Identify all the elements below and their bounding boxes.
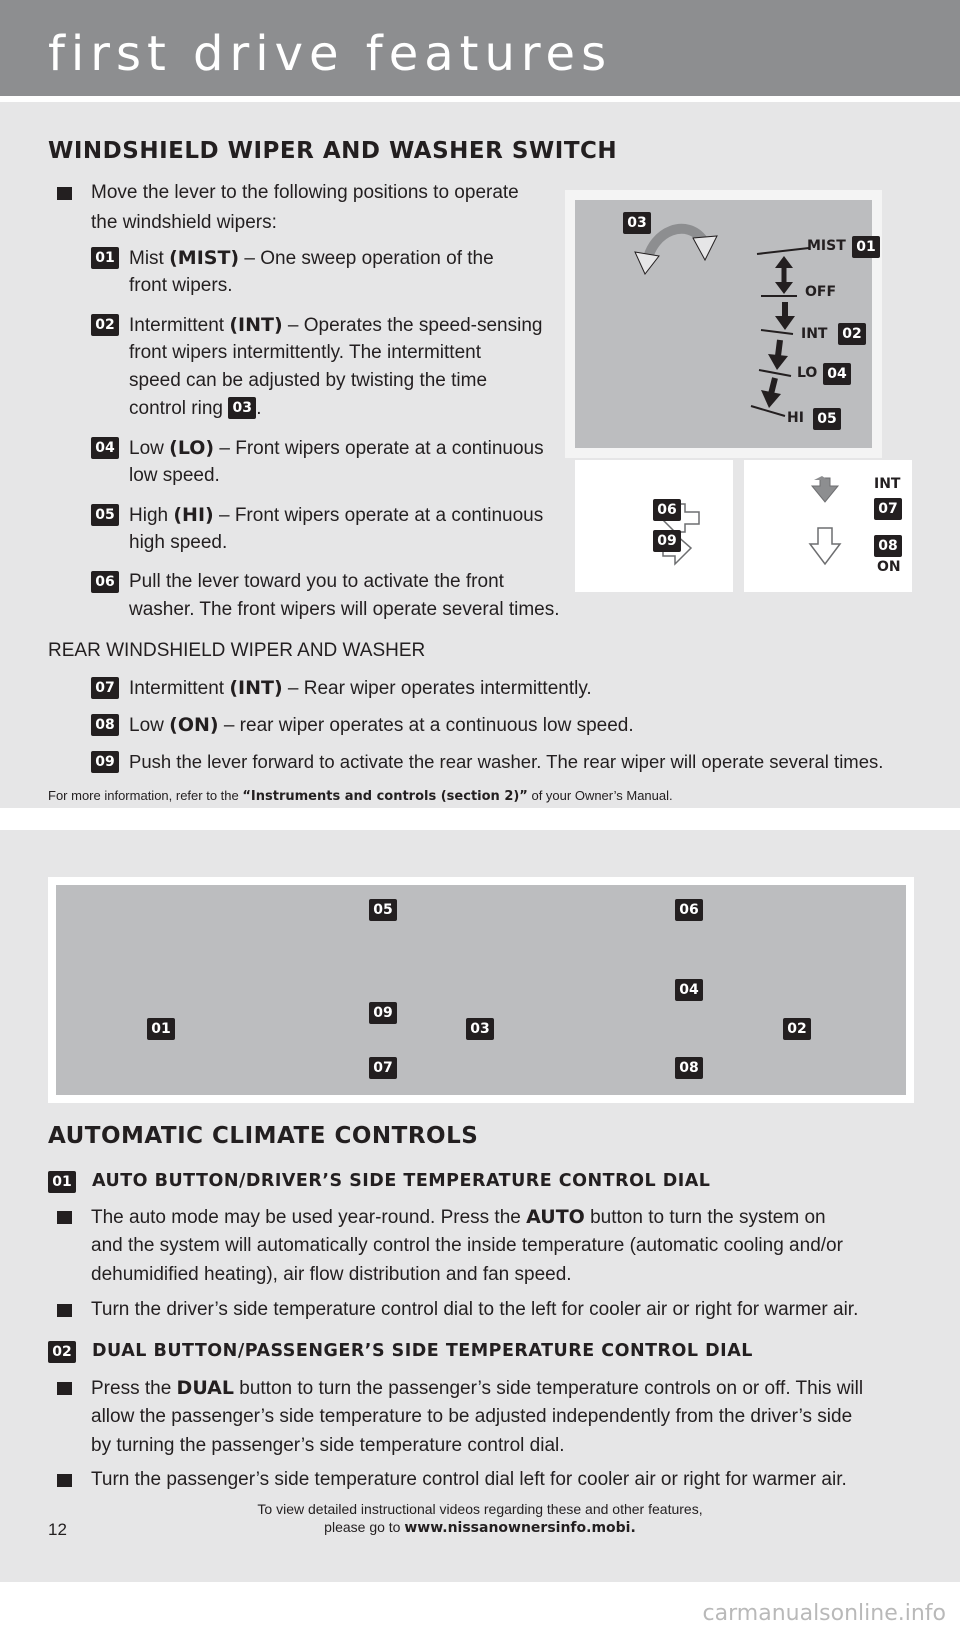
diagram-badge-04: 04 bbox=[823, 363, 851, 385]
label-hi: HI bbox=[787, 410, 804, 426]
item-06-line1: Pull the lever toward you to activate the front bbox=[129, 571, 504, 592]
climate-s1-b2: Turn the driver’s side temperature control dial to the left for cooler air or right for warmer air. bbox=[91, 1299, 859, 1320]
climate-s1-b1-l3: dehumidified heating), air flow distribution and fan speed. bbox=[91, 1264, 572, 1285]
rear-item-09: Push the lever forward to activate the rear washer. The rear wiper will operate several times. bbox=[129, 751, 884, 772]
dash-badge-09: 09 bbox=[369, 1002, 397, 1024]
item-04-line1: Low (LO) – Front wipers operate at a continuous bbox=[129, 437, 544, 459]
label-int: INT bbox=[801, 326, 828, 342]
diagram-badge-06: 06 bbox=[653, 499, 681, 521]
page-number: 12 bbox=[48, 1520, 67, 1539]
item-02-line4: control ring 03 . bbox=[129, 398, 262, 419]
badge-07: 07 bbox=[91, 677, 119, 699]
diagram-badge-03: 03 bbox=[623, 212, 651, 234]
washer-arrows-illustration bbox=[575, 460, 733, 592]
item-02-line2: front wipers intermittently. The intermittent bbox=[129, 342, 481, 363]
badge-06: 06 bbox=[91, 571, 119, 593]
label-mist: MIST bbox=[807, 238, 846, 254]
climate-s2-b1-l1: Press the DUAL button to turn the passenger’s side temperature controls on or off. This will bbox=[91, 1377, 864, 1399]
climate-s2-b1-l3: by turning the passenger’s side temperature control dial. bbox=[91, 1435, 565, 1456]
dash-badge-05: 05 bbox=[369, 899, 397, 921]
climate-badge-01: 01 bbox=[48, 1171, 76, 1193]
rear-item-08: Low (ON) – rear wiper operates at a continuous low speed. bbox=[129, 714, 634, 736]
bullet-icon bbox=[57, 1382, 72, 1395]
wiper-intro-2: the windshield wipers: bbox=[91, 212, 277, 233]
bullet-icon bbox=[57, 1211, 72, 1224]
reference-note: For more information, refer to the “Instruments and controls (section 2)” of your Owner’s Manual. bbox=[48, 788, 673, 804]
diagram-badge-02: 02 bbox=[838, 323, 866, 345]
watermark: carmanualsonline.info bbox=[702, 1601, 946, 1626]
dash-badge-01: 01 bbox=[147, 1018, 175, 1040]
climate-heading: AUTOMATIC CLIMATE CONTROLS bbox=[48, 1123, 479, 1149]
item-02-line1: Intermittent (INT) – Operates the speed-sensing bbox=[129, 314, 543, 336]
climate-sub-02-title: DUAL BUTTON/PASSENGER’S SIDE TEMPERATURE CONTROL DIAL bbox=[92, 1341, 753, 1361]
footer-link-line: please go to www.nissanownersinfo.mobi. bbox=[324, 1519, 636, 1536]
badge-09: 09 bbox=[91, 751, 119, 773]
bullet-icon bbox=[57, 1304, 72, 1317]
wiper-heading: WINDSHIELD WIPER AND WASHER SWITCH bbox=[48, 138, 618, 164]
page-header bbox=[0, 0, 960, 96]
item-05-line2: high speed. bbox=[129, 532, 228, 553]
climate-s2-b2: Turn the passenger’s side temperature control dial left for cooler air or right for warmer air. bbox=[91, 1469, 847, 1490]
wiper-intro-1: Move the lever to the following positions to operate bbox=[91, 182, 519, 203]
bullet-icon bbox=[57, 187, 72, 200]
badge-05: 05 bbox=[91, 504, 119, 526]
badge-02: 02 bbox=[91, 314, 119, 336]
rear-wiper-diagram bbox=[744, 460, 912, 592]
diagram-badge-07: 07 bbox=[874, 498, 902, 520]
label-lo: LO bbox=[797, 365, 818, 381]
wiper-lever-diagram bbox=[565, 190, 882, 458]
label-rear-int: INT bbox=[874, 476, 901, 492]
rear-item-07: Intermittent (INT) – Rear wiper operates intermittently. bbox=[129, 677, 592, 699]
climate-s1-b1-l2: and the system will automatically control the inside temperature (automatic cooling and/or bbox=[91, 1235, 843, 1256]
bullet-icon bbox=[57, 1474, 72, 1487]
badge-03-inline: 03 bbox=[228, 397, 256, 419]
page-title: first drive features bbox=[48, 26, 613, 82]
rear-heading: REAR WINDSHIELD WIPER AND WASHER bbox=[48, 640, 426, 661]
item-06-line2: washer. The front wipers will operate several times. bbox=[129, 599, 560, 620]
diagram-badge-01: 01 bbox=[852, 236, 880, 258]
diagram-badge-08: 08 bbox=[874, 535, 902, 557]
dash-badge-02: 02 bbox=[783, 1018, 811, 1040]
dash-badge-03: 03 bbox=[466, 1018, 494, 1040]
front-washer-diagram bbox=[575, 460, 733, 592]
item-02-line3: speed can be adjusted by twisting the time bbox=[129, 370, 488, 391]
item-04-line2: low speed. bbox=[129, 465, 220, 486]
dash-badge-06: 06 bbox=[675, 899, 703, 921]
climate-s1-b1-l1: The auto mode may be used year-round. Press the AUTO button to turn the system on bbox=[91, 1206, 826, 1228]
diagram-badge-09: 09 bbox=[653, 530, 681, 552]
badge-08: 08 bbox=[91, 714, 119, 736]
label-off: OFF bbox=[805, 284, 837, 300]
climate-panel-image bbox=[56, 885, 906, 1095]
badge-04: 04 bbox=[91, 437, 119, 459]
footer-text: To view detailed instructional videos regarding these and other features, bbox=[257, 1501, 703, 1517]
footer-url[interactable]: www.nissanownersinfo.mobi. bbox=[404, 1520, 636, 1536]
climate-sub-01-title: AUTO BUTTON/DRIVER’S SIDE TEMPERATURE CONTROL DIAL bbox=[92, 1171, 711, 1191]
dash-badge-04: 04 bbox=[675, 979, 703, 1001]
dash-badge-08: 08 bbox=[675, 1057, 703, 1079]
item-01-line1: Mist (MIST) – One sweep operation of the bbox=[129, 247, 494, 269]
diagram-badge-05: 05 bbox=[813, 408, 841, 430]
badge-01: 01 bbox=[91, 247, 119, 269]
climate-badge-02: 02 bbox=[48, 1341, 76, 1363]
item-01-line2: front wipers. bbox=[129, 275, 233, 296]
label-rear-on: ON bbox=[877, 559, 901, 575]
dash-badge-07: 07 bbox=[369, 1057, 397, 1079]
climate-s2-b1-l2: allow the passenger’s side temperature to be adjusted independently from the driver’s side bbox=[91, 1406, 853, 1427]
item-05-line1: High (HI) – Front wipers operate at a continuous bbox=[129, 504, 544, 526]
